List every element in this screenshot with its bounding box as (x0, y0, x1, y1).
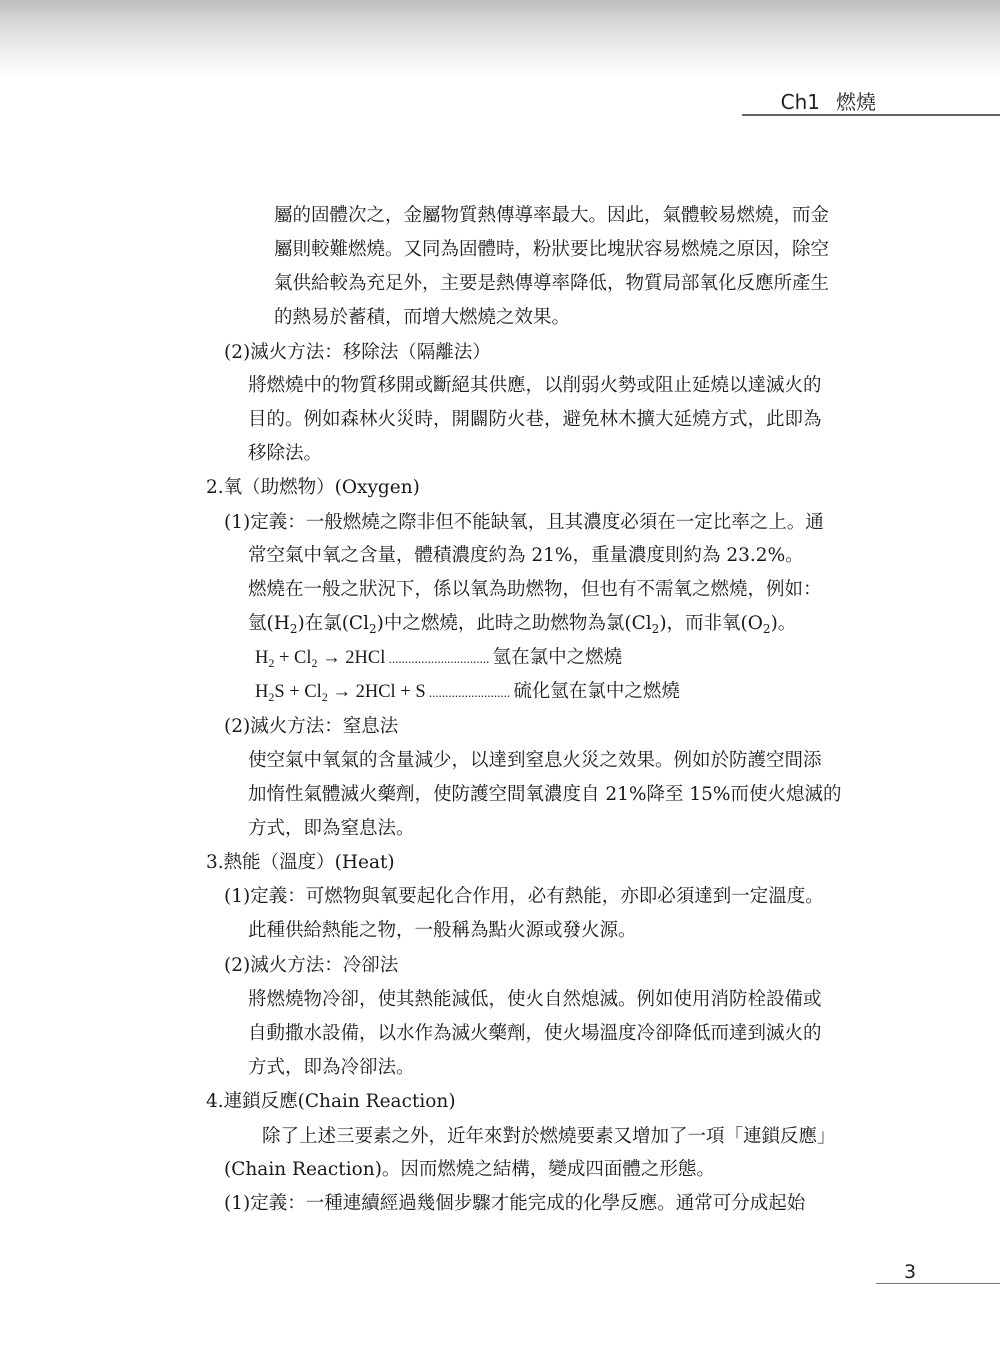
text-line: 常空氣中氧之含量，體積濃度約為 21%，重量濃度則約為 23.2%。 (248, 545, 804, 566)
text-line: 將燃燒中的物質移開或斷絕其供應，以削弱火勢或阻止延燒以達滅火的 (248, 375, 822, 396)
text-line: (1)定義：可燃物與氧要起化合作用，必有熱能，亦即必須達到一定溫度。 (224, 886, 824, 907)
eq-term: + Cl (274, 648, 312, 668)
text-line: 將燃燒物冷卻，使其熱能減低，使火自然熄滅。例如使用消防栓設備或 (248, 989, 822, 1010)
text-line: (1)定義：一般燃燒之際非但不能缺氧，且其濃度必須在一定比率之上。通 (224, 512, 824, 533)
eq-term: S + Cl (274, 682, 322, 702)
text-line: 屬的固體次之，金屬物質熱傳導率最大。因此，氣體較易燃燒，而金 (274, 205, 830, 226)
chapter-title: 燃燒 (836, 90, 876, 114)
top-gradient-band (0, 0, 1000, 80)
section-heading: 3.熱能（溫度）(Heat) (206, 852, 395, 873)
text-line: 的熱易於蓄積，而增大燃燒之效果。 (274, 307, 571, 328)
subheading: (2)滅火方法：冷卻法 (224, 955, 399, 976)
subscript: 2 (268, 656, 275, 670)
page-number: 3 (904, 1261, 917, 1283)
footer-rule (876, 1283, 1000, 1284)
subscript: 2 (289, 622, 298, 636)
section-heading: 4.連鎖反應(Chain Reaction) (206, 1091, 456, 1112)
leader-dots: ............................... (385, 651, 493, 666)
subheading: (2)滅火方法：窒息法 (224, 716, 399, 737)
text-line: 方式，即為窒息法。 (248, 818, 415, 839)
chemical-equation (255, 646, 622, 675)
text-line: 屬則較難燃燒。又同為固體時，粉狀要比塊狀容易燃燒之原因，除空 (274, 239, 830, 260)
leader-dots: ......................... (425, 685, 514, 700)
text-segment: )。 (770, 613, 797, 634)
text-line: (Chain Reaction)。因而燃燒之結構，變成四面體之形態。 (224, 1159, 715, 1180)
text-line: 目的。例如森林火災時，開闢防火巷，避免林木擴大延燒方式，此即為 (248, 409, 822, 430)
text-line: (1)定義：一種連續經過幾個步驟才能完成的化學反應。通常可分成起始 (224, 1193, 806, 1214)
chapter-number: Ch1 (780, 90, 820, 114)
text-line-with-formula (248, 612, 796, 641)
chemical-equation (255, 680, 680, 709)
text-line: 此種供給熱能之物，一般稱為點火源或發火源。 (248, 920, 637, 941)
text-line: 燃燒在一般之狀況下，係以氧為助燃物，但也有不需氧之燃燒，例如： (248, 579, 822, 600)
equation-note: 硫化氫在氯中之燃燒 (513, 681, 680, 702)
subscript: 2 (311, 656, 318, 670)
text-line: 方式，即為冷卻法。 (248, 1057, 415, 1078)
running-header (781, 86, 876, 115)
section-heading: 2.氧（助燃物）(Oxygen) (206, 477, 420, 498)
text-line: 移除法。 (248, 443, 323, 464)
text-line: 自動撒水設備，以水作為滅火藥劑，使火場溫度冷卻降低而達到滅火的 (248, 1023, 822, 1044)
text-segment: )中之燃燒，此時之助燃物為氯(Cl (376, 613, 652, 634)
subscript: 2 (321, 690, 328, 704)
subscript: 2 (268, 690, 275, 704)
subscript: 2 (762, 622, 771, 636)
text-segment: )，而非氧(O (659, 613, 763, 634)
text-line: 除了上述三要素之外，近年來對於燃燒要素又增加了一項「連鎖反應」 (262, 1126, 836, 1147)
subscript: 2 (651, 622, 660, 636)
eq-term: H (255, 682, 269, 702)
text-segment: 氫(H (248, 613, 290, 634)
equation-note: 氫在氯中之燃燒 (492, 647, 623, 668)
subscript: 2 (369, 622, 377, 636)
subheading: (2)滅火方法：移除法（隔離法） (224, 342, 491, 363)
eq-term: → 2HCl + S (327, 682, 426, 702)
text-segment: )在氯(Cl (297, 613, 370, 634)
text-line: 加惰性氣體滅火藥劑，使防護空間氧濃度自 21%降至 15%而使火熄滅的 (248, 784, 842, 805)
eq-term: H (255, 648, 269, 668)
text-line: 使空氣中氧氣的含量減少，以達到窒息火災之效果。例如於防護空間添 (248, 750, 822, 771)
text-line: 氣供給較為充足外，主要是熱傳導率降低，物質局部氧化反應所產生 (274, 273, 830, 294)
eq-term: → 2HCl (317, 648, 386, 668)
header-rule (742, 114, 1000, 116)
